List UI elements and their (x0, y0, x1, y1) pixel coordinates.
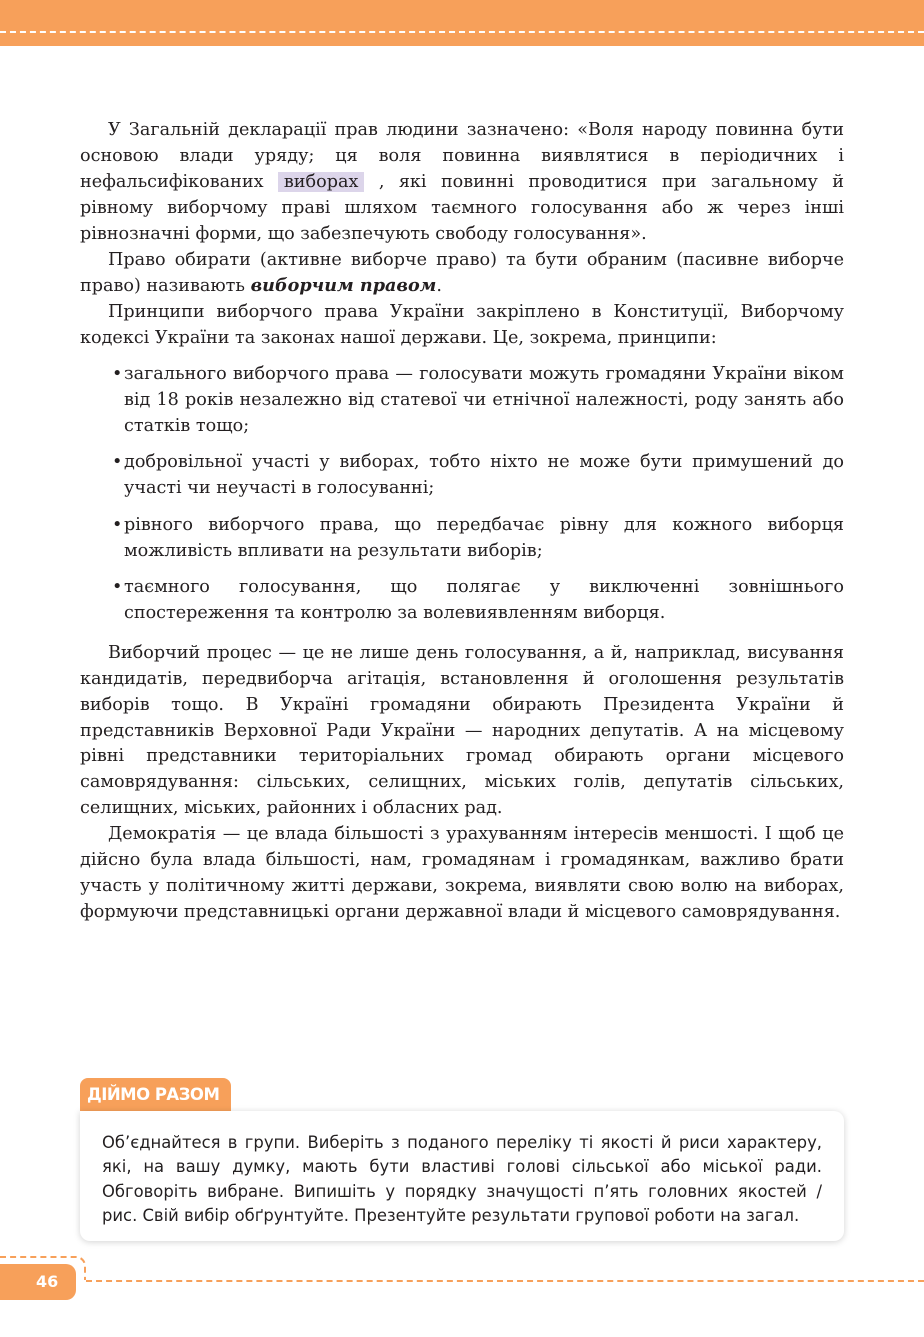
paragraph-principles: Принципи виборчого права України закріплено в Конституції, Виборчому кодексі України та законах нашої держави. Це, зокрема, принципи: (80, 302, 844, 349)
page-number: 46 (36, 1272, 59, 1291)
paragraph-democracy: Демократія — це влада більшості з урахуванням інтересів меншості. І щоб це дійсно була влада більшості, нам, громадянам і громадянкам, важливо брати участь у політичному житті держави, зокрема, виявляти свою волю на виборах, формуючи представницькі органи державної влади й місцевого самоврядування. (80, 824, 844, 922)
main-text (80, 118, 844, 926)
paragraph-declaration: У Загальній декларації прав людини зазначено: «Воля народу повинна бути основою влади уряду; ця воля повинна виявлятися в періодичних і нефальсифікованих виборах , які повинні проводитися при загальному й рівному виборчому праві шляхом таємного голосування або ж через інші рівнозначні форми, що забезпечують свободу голосування». (80, 120, 844, 244)
paragraph-electoral-process: Виборчий процес — це не лише день голосування, а й, наприклад, висування кандидатів, передвиборча агітація, встановлення й оголошення результатів виборів тощо. В Україні громадяни обирають Президента України й представників Верховної Ради України — народних депутатів. А на місцевому рівні представники територіальних громад обирають органи місцевого самоврядування: сільських, селищних, міських голів, депутатів сільських, селищних, міських, районних і обласних рад. (80, 642, 844, 819)
list-item: • рівного виборчого права, що передбачає рівну для кожного виборця можливість впливати на результати виборів; (80, 513, 844, 565)
section-label-act-together: ДІЙМО РАЗОМ (80, 1078, 231, 1111)
list-item: • таємного голосування, що полягає у виключенні зовнішнього спостереження та контролю за волевиявленням виборця. (80, 575, 844, 627)
top-decorative-band (0, 0, 924, 46)
group-task-text: Об’єднайтеся в групи. Виберіть з поданого переліку ті якості й риси характеру, які, на вашу думку, мають бути властиві голові сільської або міської ради. Обговоріть вибране. Випишіть у порядку значущості п’ять головних якостей / рис. Свій вибір обґрунтуйте. Презентуйте результати групової роботи на загал. (102, 1133, 822, 1226)
key-term-electoral-right: виборчим правом (250, 275, 437, 297)
group-task-box (80, 1111, 844, 1241)
principles-list (80, 362, 844, 627)
top-dashed-line (0, 31, 924, 33)
list-item: • загального виборчого права — голосувати можуть громадяни України віком від 18 років незалежно від статевої чи етнічної належності, роду занять або статків тощо; (80, 362, 844, 440)
highlighted-term-elections[interactable]: виборах (278, 172, 365, 192)
list-item: • добровільної участі у виборах, тобто ніхто не може бути примушений до участі чи неучасті в голосуванні; (80, 450, 844, 502)
bottom-dashed-line (86, 1280, 924, 1282)
paragraph-electoral-right: Право обирати (активне виборче право) та бути обраним (пасивне виборче право) називають виборчим правом. (80, 249, 844, 297)
